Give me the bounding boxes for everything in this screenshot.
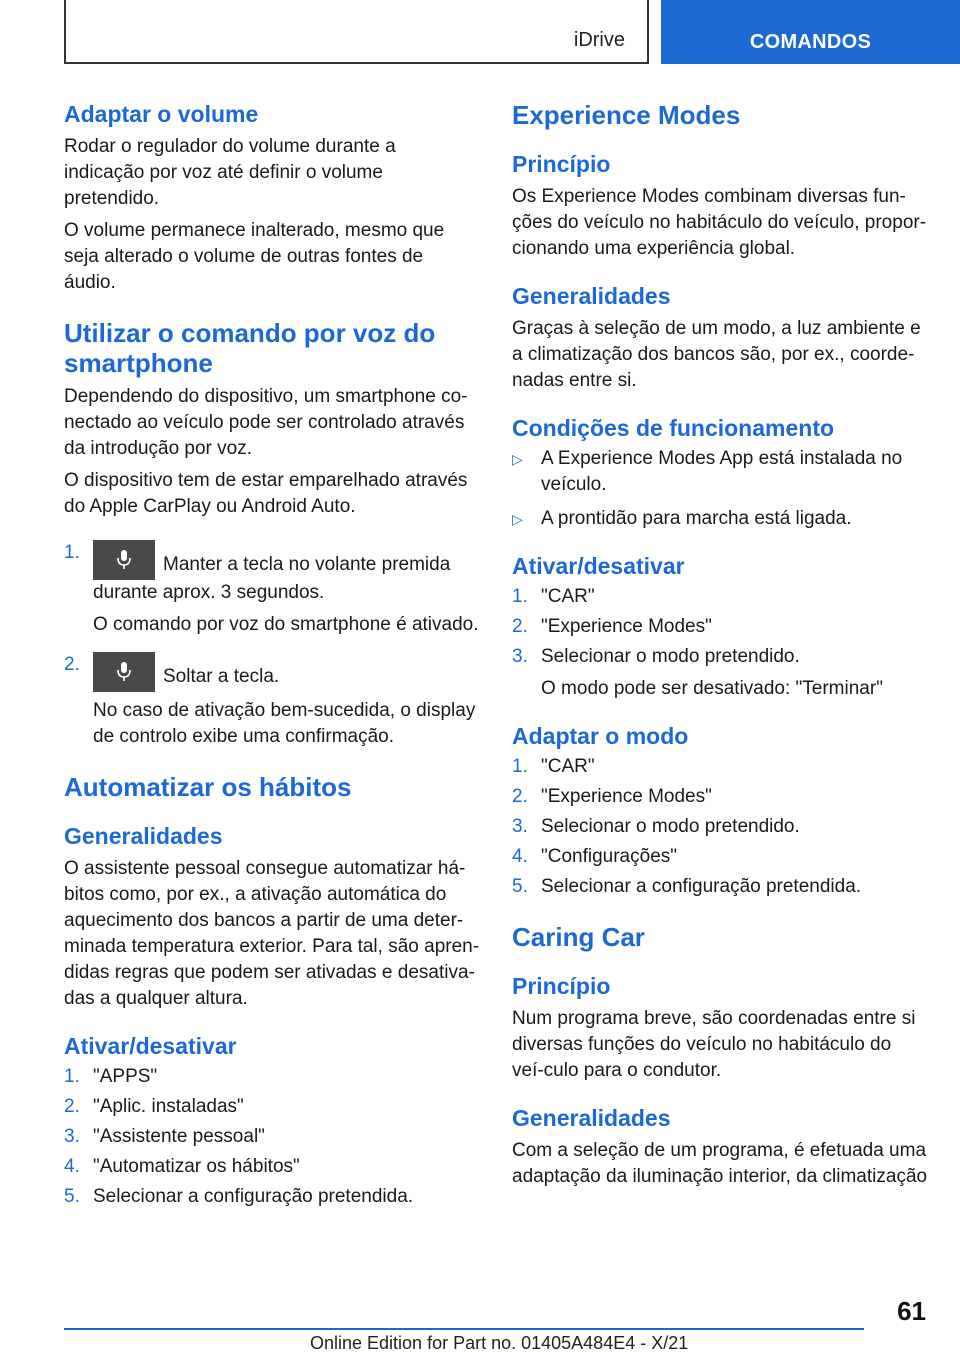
step-text: Selecionar a configuração pretendida. <box>93 1186 414 1207</box>
step-number: 2. <box>64 1096 80 1117</box>
section-title: COMANDOS <box>749 31 872 53</box>
experience-activate-steps <box>512 584 928 670</box>
step-text: Selecionar o modo pretendido. <box>541 816 800 837</box>
condition-text: A Experience Modes App está instalada no veículo. <box>541 448 903 495</box>
activate-note: O modo pode ser desativado: "Terminar" <box>541 678 883 699</box>
step-number: 2. <box>64 654 80 675</box>
step-number: 3. <box>64 1126 80 1147</box>
experience-general-text: Graças à seleção de um modo, a luz ambiente e a climatização dos bancos são, por ex., coorde‐nadas entre si. <box>512 318 921 391</box>
caring-general-text: Com a seleção de um programa, é efetuada uma adaptação da iluminação interior, da climatização <box>512 1140 928 1187</box>
smartphone-heading: Utilizar o comando por voz do smartphone <box>64 318 436 378</box>
list-item <box>64 652 480 750</box>
list-item <box>64 1124 480 1150</box>
list-item <box>512 784 928 810</box>
list-item <box>512 874 928 900</box>
bullet-triangle-icon: ▷ <box>512 451 523 467</box>
condition-text: A prontidão para marcha está ligada. <box>541 508 852 529</box>
step-text: Selecionar o modo pretendido. <box>541 646 800 667</box>
step-text: "Assistente pessoal" <box>93 1126 265 1147</box>
smartphone-paragraph-2: O dispositivo tem de estar emparelhado através do Apple CarPlay ou Android Auto. <box>64 470 468 517</box>
habits-heading: Automatizar os hábitos <box>64 772 352 802</box>
step-number: 4. <box>64 1156 80 1177</box>
chapter-title: iDrive <box>573 29 625 51</box>
volume-paragraph-1: Rodar o regulador do volume durante a indicação por voz até definir o volume pretendido. <box>64 136 396 209</box>
header-chapter-box <box>64 0 649 64</box>
header-section-tab <box>661 0 960 64</box>
list-item <box>512 614 928 640</box>
list-item <box>512 584 928 610</box>
step-number: 3. <box>512 816 528 837</box>
step-text: Soltar a tecla. <box>163 666 280 687</box>
step-text: "Configurações" <box>541 846 678 867</box>
list-item <box>64 1154 480 1180</box>
experience-principle-heading: Princípio <box>512 151 611 177</box>
conditions-list <box>512 446 928 532</box>
step-number: 3. <box>512 646 528 667</box>
step-text: "CAR" <box>541 586 595 607</box>
list-item <box>512 446 928 498</box>
step-text: "Aplic. instaladas" <box>93 1096 244 1117</box>
right-column <box>512 100 928 1190</box>
footer-divider <box>64 1328 864 1330</box>
step-number: 1. <box>64 1066 80 1087</box>
voice-key-icon <box>93 540 155 580</box>
list-item <box>512 506 928 532</box>
left-column <box>64 100 480 1210</box>
voice-key-icon <box>93 652 155 692</box>
habits-activate-heading: Ativar/desativar <box>64 1033 237 1059</box>
step-number: 4. <box>512 846 528 867</box>
list-item <box>512 814 928 840</box>
bullet-triangle-icon: ▷ <box>512 511 523 527</box>
step-number: 2. <box>512 616 528 637</box>
experience-activate-heading: Ativar/desativar <box>512 553 685 579</box>
step-text: Selecionar a configuração pretendida. <box>541 876 862 897</box>
caring-principle-text: Num programa breve, são coordenadas entre si diversas funções do veículo no habitáculo do veí‐culo para o condutor. <box>512 1008 916 1081</box>
step-text: "CAR" <box>541 756 595 777</box>
list-item <box>512 754 928 780</box>
step-number: 1. <box>512 756 528 777</box>
adapt-mode-steps <box>512 754 928 900</box>
caring-general-heading: Generalidades <box>512 1105 671 1131</box>
edition-note: Online Edition for Part no. 01405A484E4 - X/21 <box>310 1333 689 1353</box>
experience-heading: Experience Modes <box>512 100 741 130</box>
caring-car-heading: Caring Car <box>512 922 645 952</box>
step-number: 5. <box>512 876 528 897</box>
volume-heading: Adaptar o volume <box>64 101 259 127</box>
list-item <box>512 844 928 870</box>
step-text: Manter a tecla no volante premida durante aprox. 3 segundos. <box>93 554 451 603</box>
habits-steps <box>64 1064 480 1210</box>
habits-general-heading: Generalidades <box>64 823 223 849</box>
step-text: "Automatizar os hábitos" <box>93 1156 300 1177</box>
caring-principle-heading: Princípio <box>512 973 611 999</box>
volume-paragraph-2: O volume permanece inalterado, mesmo que seja alterado o volume de outras fontes de áudio. <box>64 220 445 293</box>
step-number: 1. <box>512 586 528 607</box>
smartphone-steps <box>64 540 480 750</box>
list-item <box>512 644 928 670</box>
step-text: "Experience Modes" <box>541 616 712 637</box>
experience-principle-text: Os Experience Modes combinam diversas fun‐ções do veículo no habitáculo do veículo, propor‐cionando uma experiência global. <box>512 186 927 259</box>
experience-general-heading: Generalidades <box>512 283 671 309</box>
step-text: "Experience Modes" <box>541 786 712 807</box>
page-number: 61 <box>897 1296 926 1326</box>
list-item <box>64 1094 480 1120</box>
step-text: "APPS" <box>93 1066 158 1087</box>
smartphone-paragraph-1: Dependendo do dispositivo, um smartphone co‐nectado ao veículo pode ser controlado através da introdução por voz. <box>64 386 468 459</box>
adapt-mode-heading: Adaptar o modo <box>512 723 689 749</box>
list-item <box>64 540 480 638</box>
step-number: 1. <box>64 542 80 563</box>
conditions-heading: Condições de funcionamento <box>512 415 835 441</box>
list-item <box>64 1184 480 1210</box>
step-note: O comando por voz do smartphone é ativado. <box>93 614 479 635</box>
step-note: No caso de ativação bem-sucedida, o display de controlo exibe uma confirmação. <box>93 700 476 747</box>
step-number: 5. <box>64 1186 80 1207</box>
step-number: 2. <box>512 786 528 807</box>
habits-general-text: O assistente pessoal consegue automatizar há‐bitos como, por ex., a ativação automática do aquecimento dos bancos a partir de uma deter‐minada temperatura exterior. Para tal, são apren‐didas regras que podem ser ativadas e desativa‐das a qualquer altura. <box>64 858 480 1009</box>
list-item <box>64 1064 480 1090</box>
